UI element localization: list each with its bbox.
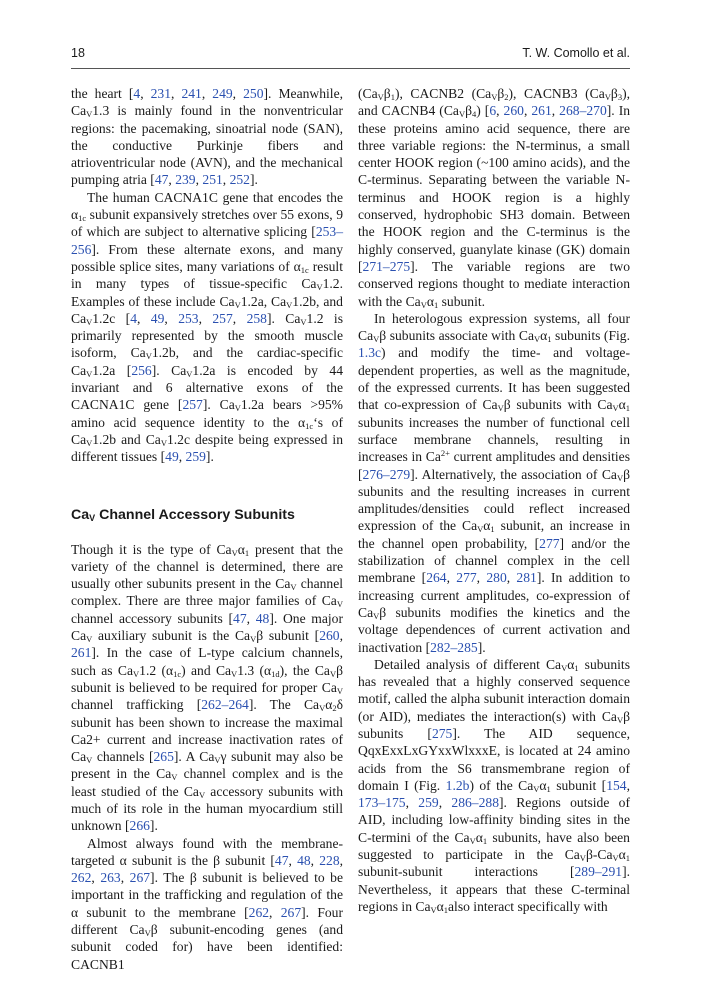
citation-link[interactable]: 48 xyxy=(297,852,311,868)
page-number: 18 xyxy=(71,46,85,60)
left-column xyxy=(71,85,343,973)
paragraph: $(Ca_V\beta_1)$, CACNB2 $(Ca_V\beta_2)$, CACNB3 $(Ca_V\beta_3)$, and CACNB4 $(Ca_V\beta_4)$ [6, 260, 261, 268–270]. In these proteins amino acid sequence, there are three variable regions: the N-terminus, a small center HOOK region (~100 amino acids), and the C-terminus. Separating between the variable N-terminus and HOOK region is a highly conserved, hydrophobic SH3 domain. Between the HOOK region and the C-terminus is the highly conserved, guanylate kinase (GK) domain [271–275]. The variable regions are two conserved regions thought to mediate interaction with the $Ca_V\alpha_1$ subunit. xyxy=(358,86,631,310)
citation-link[interactable]: 249 xyxy=(212,86,233,101)
citation-link[interactable]: 262–264 xyxy=(201,697,249,713)
citation-link[interactable]: 265 xyxy=(153,749,174,765)
citation-link[interactable]: 266 xyxy=(129,818,150,834)
citation-link[interactable]: 257 xyxy=(212,310,233,326)
citation-link[interactable]: 263 xyxy=(100,870,121,886)
citation-link[interactable]: 286–288 xyxy=(451,795,499,811)
paragraph: Detailed analysis of different $Ca_V\alpha_1$ subunits has revealed that a highly conserved sequence motif, called the alpha subunit interaction domain (or AID), mediates the interaction(s) with $Ca_V\beta$ subunits [275]. The AID sequence, QqxExxLxGYxxWlxxxE, is located at 24 amino acids from the S6 transmembrane region of domain I (Fig. 1.2b) of the $Ca_V\alpha_1$ subunit [154, 173–175, 259, 286–288]. Regions outside of AID, including low-affinity binding sites in the C-termini of the $Ca_V\alpha_1$ subunits, have also been suggested to participate in the $Ca_V\beta-Ca_V\alpha_1$ subunit-subunit interactions [289–291]. Nevertheless, it appears that these C-terminal regions in $Ca_V\alpha_1also$ interact specifically with xyxy=(358,656,631,915)
citation-link[interactable]: 228 xyxy=(319,852,340,868)
citation-link[interactable]: 259 xyxy=(185,449,206,465)
citation-link[interactable]: 257 xyxy=(182,397,203,413)
paragraph: Though it is the type of $Ca_V\alpha_1$ present that the variety of the channel is determined, there are usually other subunits present in the $Ca_V$ channel complex. There are three major families of $Ca_V$ channel accessory subunits [47, 48]. One major $Ca_V$ auxiliary subunit is the $Ca_V\beta$ subunit [260, 261]. In the case of L-type calcium channels, such as $Ca_V1.2$ $(\alpha_{1c})$ and $Ca_V1.3$ $(\alpha_{1d})$, the $Ca_V\beta$ subunit is believed to be required for proper $Ca_V$ channel trafficking [262–264]. The $Ca_V\alpha_2\delta$ subunit has been shown to increase the maximal Ca2+ current and increase inactivation rates of $Ca_V$ channels [265]. A $Ca_V\gamma$ subunit may also be present in the $Ca_V$ channel complex and is the least studied of the $Ca_V$ accessory subunits with much of its role in the human myocardium still unknown [266]. xyxy=(71,541,344,834)
citation-link[interactable]: 277 xyxy=(539,535,560,551)
citation-link[interactable]: 253 xyxy=(178,310,199,326)
citation-link[interactable]: 231 xyxy=(150,86,172,101)
paragraph: the heart [4, 231, 241, 249, 250]. Meanwhile, $Ca_V1.3$ is mainly found in the nonventricular regions: the pacemaking, sinoatrial node (SAN), the conductive Purkinje fibers and atrioventricular node (AVN), and the mechanical pumping atria [47, 239, 251, 252]. xyxy=(71,86,344,188)
citation-link[interactable]: 154 xyxy=(606,777,627,793)
section-heading xyxy=(71,506,343,524)
paragraph: Almost always found with the membrane-targeted α subunit is the β subunit [47, 48, 228, 262, 263, 267]. The β subunit is believed to be important in the trafficking and regulation of the α subunit to the membrane [262, 267]. Four different $Ca_V\beta$ subunit-encoding genes (and subunit coded for) have been identified: CACNB1 xyxy=(71,835,344,972)
citation-link[interactable]: 282–285 xyxy=(430,639,478,655)
citation-link[interactable]: 281 xyxy=(516,570,537,586)
heading-text: Channel Accessory Subunits xyxy=(95,506,295,523)
right-column xyxy=(358,85,630,915)
citation-link[interactable]: 289–291 xyxy=(574,864,623,880)
citation-link[interactable]: 48 xyxy=(255,610,270,626)
citation-link[interactable]: 261 xyxy=(531,103,552,119)
paragraph: In heterologous expression systems, all four $Ca_V\beta$ subunits associate with $Ca_V\alpha_1$ subunits (Fig. 1.3c) and modify the time- and voltage-dependent properties, as well as the magnitude, of the expressed currents. It has been suggested that co-expression of $Ca_V\beta$ subunits with $Ca_V\alpha_1$ subunits increases the number of functional cell surface membrane channels, resulting in increases in $Ca^{2+}$ current amplitudes and densities [276–279]. Alternatively, the association of $Ca_V\beta$ subunits and the resulting increases in current amplitudes/densities could reflect increased expression of the $Ca_V\alpha_1$ subunit, an increase in the channel open probability, [277] and/or the stabilization of channel complex in the cell membrane [264, 277, 280, 281]. In addition to increasing current amplitudes, co-expression of $Ca_V\beta$ subunits modifies the kinetics and the voltage dependences of current activation and inactivation [282–285]. xyxy=(358,310,631,655)
citation-link[interactable]: 259 xyxy=(418,795,439,811)
paragraph: The human CACNA1C gene that encodes the $\alpha_{1c}$ subunit expansively stretches over 55 exons, 9 of which are subject to alternative splicing [253–256]. From these alternate exons, and many possible splice sites, many variations of $\alpha_{1c}$ result in many types of tissue-specific $Ca_V1.2$. Examples of these include $Ca_V1.2a$, $Ca_V1.2b$, and $Ca_V1.2c$ [4, 49, 253, 257, 258]. $Ca_V1.2$ is primarily represented by the smooth muscle isoform, $Ca_V1.2b$, and the cardiac-specific $Ca_V1.2a$ [256]. $Ca_V1.2a$ is encoded by 44 invariant and 6 alternative exons of the CACNA1C gene [257]. $Ca_V1.2a$ bears >95% amino acid sequence identity to the $\alpha_{1c}‘s$ of $Ca_V1.2b$ and $Ca_V1.2c$ despite being expressed in different tissues [49, 259]. xyxy=(71,189,344,465)
citation-link[interactable]: 260 xyxy=(319,628,340,644)
header-rule xyxy=(71,68,630,69)
citation-link[interactable]: 6 xyxy=(489,103,497,119)
citation-link[interactable]: 241 xyxy=(181,86,202,101)
citation-link[interactable]: 4 xyxy=(133,86,141,101)
citation-link[interactable]: 267 xyxy=(129,870,151,886)
citation-link[interactable]: 253–256 xyxy=(71,224,343,257)
citation-link[interactable]: 49 xyxy=(150,310,165,326)
citation-link[interactable]: 264 xyxy=(426,570,447,586)
running-header xyxy=(71,46,630,68)
citation-link[interactable]: 250 xyxy=(243,86,264,101)
citation-link[interactable]: 262 xyxy=(71,870,92,886)
citation-link[interactable]: 4 xyxy=(130,310,137,326)
citation-link[interactable]: 47 xyxy=(274,852,289,868)
heading-subscript: V xyxy=(89,512,96,523)
citation-link[interactable]: 262 xyxy=(248,904,270,920)
citation-link[interactable]: 276–279 xyxy=(362,466,411,482)
citation-link[interactable]: 275 xyxy=(431,725,453,741)
citation-link[interactable]: 258 xyxy=(246,310,267,326)
citation-link[interactable]: 47 xyxy=(233,610,247,626)
citation-link[interactable]: 280 xyxy=(486,570,507,586)
citation-link[interactable]: 47 xyxy=(154,172,169,188)
citation-link[interactable]: 271–275 xyxy=(362,258,411,274)
figure-link[interactable]: 1.3c xyxy=(358,345,382,361)
citation-link[interactable]: 49 xyxy=(165,449,179,465)
citation-link[interactable]: 251 xyxy=(202,172,223,188)
citation-link[interactable]: 260 xyxy=(503,103,524,119)
heading-text: Ca xyxy=(71,506,90,523)
running-author: T. W. Comollo et al. xyxy=(522,46,630,60)
citation-link[interactable]: 173–175 xyxy=(358,795,406,811)
citation-link[interactable]: 267 xyxy=(280,904,302,920)
citation-link[interactable]: 239 xyxy=(175,172,196,188)
citation-link[interactable]: 261 xyxy=(71,645,92,661)
citation-link[interactable]: 252 xyxy=(229,172,250,188)
citation-link[interactable]: 268–270 xyxy=(559,103,607,119)
citation-link[interactable]: 277 xyxy=(456,570,477,586)
citation-link[interactable]: 256 xyxy=(131,362,152,378)
figure-link[interactable]: 1.2b xyxy=(445,777,470,793)
